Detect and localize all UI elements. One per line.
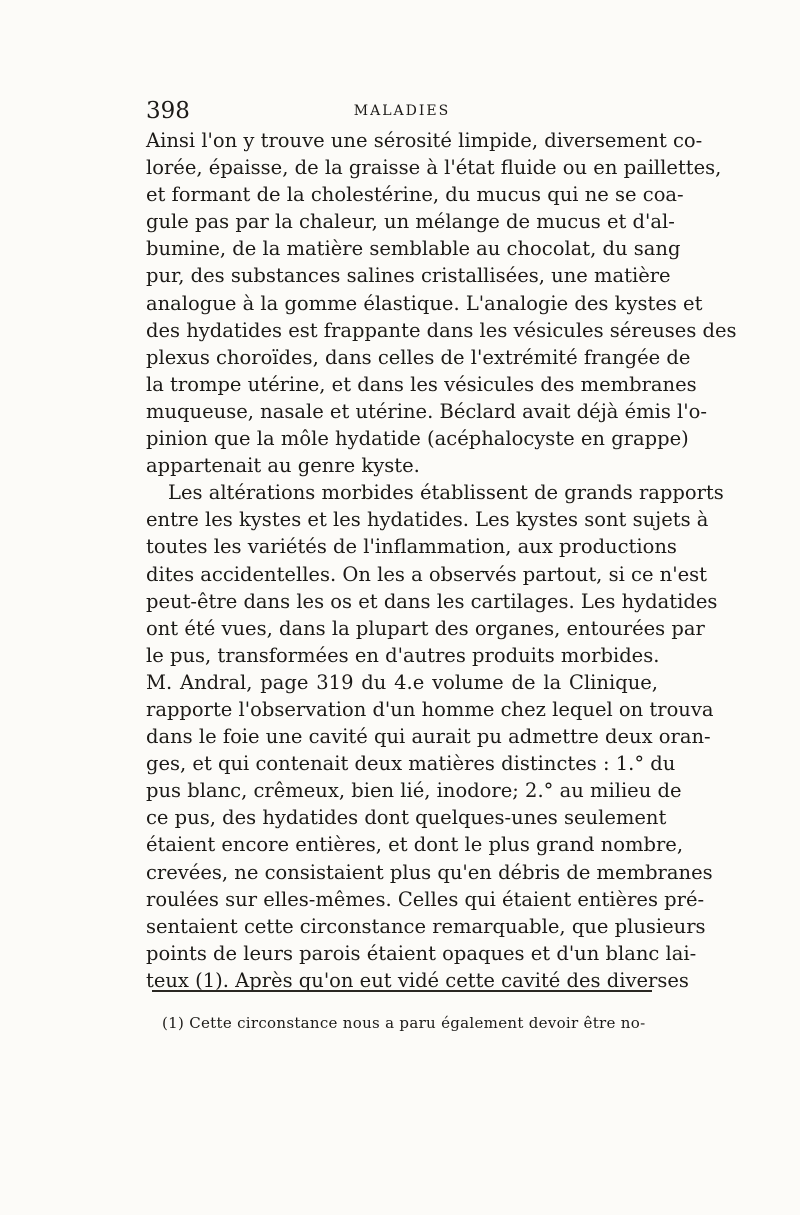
text-line: roulées sur elles-mêmes. Celles qui étaient entières pré- <box>146 887 705 911</box>
text-line: gule pas par la chaleur, un mélange de mucus et d'al- <box>146 210 675 234</box>
text-line: pinion que la môle hydatide (acéphalocyste en grappe) <box>146 427 689 451</box>
page-number: 398 <box>146 98 190 124</box>
text-line: et formant de la cholestérine, du mucus qui ne se coa- <box>146 183 684 207</box>
body-text <box>146 127 737 994</box>
text-line: muqueuse, nasale et utérine. Béclard avait déjà émis l'o- <box>146 399 707 423</box>
text-line: sentaient cette circonstance remarquable, que plusieurs <box>146 914 706 938</box>
text-line: dans le foie une cavité qui aurait pu admettre deux oran- <box>146 725 711 749</box>
text-line: lorée, épaisse, de la graisse à l'état fluide ou en paillettes, <box>146 156 722 180</box>
text-line: Les altérations morbides établissent de grands rapports <box>168 481 724 505</box>
text-line: points de leurs parois étaient opaques et d'un blanc lai- <box>146 941 697 965</box>
text-line: dites accidentelles. On les a observés partout, si ce n'est <box>146 562 707 586</box>
text-line: ont été vues, dans la plupart des organes, entourées par <box>146 616 705 640</box>
text-line: ges, et qui contenait deux matières distinctes : 1.° du <box>146 752 676 776</box>
text-line: analogue à la gomme élastique. L'analogie des kystes et <box>146 291 703 315</box>
text-line: étaient encore entières, et dont le plus grand nombre, <box>146 833 684 857</box>
text-line: ce pus, des hydatides dont quelques-unes seulement <box>146 806 667 830</box>
text-line: M. Andral, page 319 du 4.e volume de la Clinique, <box>146 670 658 694</box>
text-line: entre les kystes et les hydatides. Les kystes sont sujets à <box>146 508 709 532</box>
text-line: des hydatides est frappante dans les vésicules séreuses des <box>146 318 737 342</box>
footnote: (1) Cette circonstance nous a paru également devoir être no- <box>162 1014 646 1032</box>
text-line: plexus choroïdes, dans celles de l'extrémité frangée de <box>146 345 691 369</box>
running-head: MALADIES <box>353 103 451 119</box>
text-line: la trompe utérine, et dans les vésicules des membranes <box>146 372 697 396</box>
text-line: pus blanc, crêmeux, bien lié, inodore; 2.° au milieu de <box>146 779 682 803</box>
text-line: toutes les variétés de l'inflammation, aux productions <box>146 535 677 559</box>
text-line: le pus, transformées en d'autres produits morbides. <box>146 643 660 667</box>
footnote-divider <box>152 990 652 992</box>
text-line: teux (1). Après qu'on eut vidé cette cavité des diverses <box>146 968 689 992</box>
text-line: rapporte l'observation d'un homme chez lequel on trouva <box>146 697 714 721</box>
text-line: peut-être dans les os et dans les cartilages. Les hydatides <box>146 589 718 613</box>
text-line: crevées, ne consistaient plus qu'en débris de membranes <box>146 860 713 884</box>
page-header <box>146 96 658 126</box>
text-line: Ainsi l'on y trouve une sérosité limpide, diversement co- <box>146 129 703 152</box>
text-line: bumine, de la matière semblable au chocolat, du sang <box>146 237 681 261</box>
text-line: appartenait au genre kyste. <box>146 454 420 478</box>
text-line: pur, des substances salines cristallisées, une matière <box>146 264 671 288</box>
